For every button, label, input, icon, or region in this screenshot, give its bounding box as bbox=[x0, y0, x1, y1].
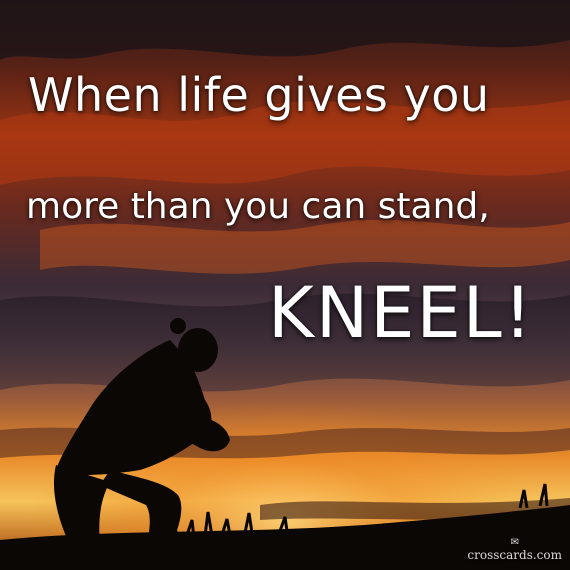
quote-line-1: When life gives you bbox=[28, 68, 490, 122]
cloud-top bbox=[0, 0, 570, 60]
cloud-orange-streak bbox=[40, 220, 570, 274]
crosscards-watermark bbox=[467, 538, 562, 562]
envelope-icon: ✉ bbox=[510, 537, 519, 548]
quote-line-2: more than you can stand, bbox=[26, 186, 490, 227]
watermark-text: crosscards.com bbox=[467, 548, 562, 562]
quote-line-3: KNEEL! bbox=[268, 272, 534, 354]
